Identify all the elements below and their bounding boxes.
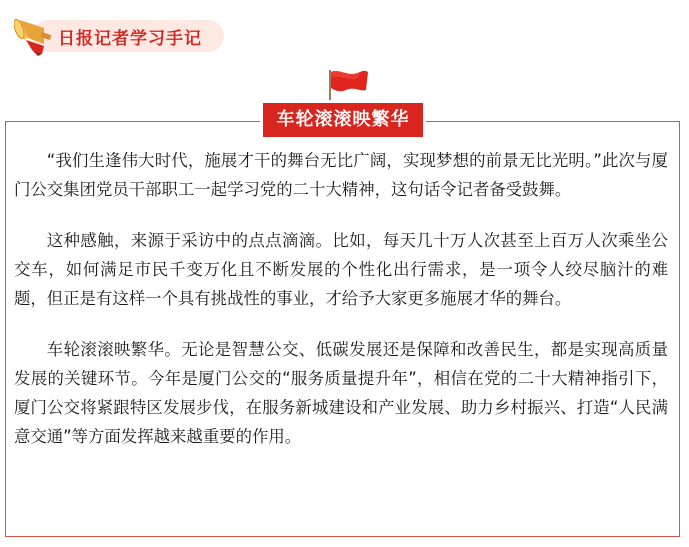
article-paragraph: 车轮滚滚映繁华。无论是智慧公交、低碳发展还是保障和改善民生，都是实现高质量发展的关键环节。今年是厦门公交的“服务质量提升年”，相信在党的二十大精神指引下，厦门公交将紧跟特区发展步伐，在服务新城建设和产业发展、助力乡村振兴、打造“人民满意交通”等方面发挥越来越重要的作用。 bbox=[14, 340, 668, 446]
article-body bbox=[14, 146, 668, 451]
red-flag-icon bbox=[320, 66, 372, 104]
trumpet-icon bbox=[14, 14, 58, 56]
column-title: 日报记者学习手记 bbox=[58, 29, 202, 49]
article-paragraph: 这种感触，来源于采访中的点点滴滴。比如，每天几十万人次甚至上百万人次乘坐公交车，如何满足市民千变万化且不断发展的个性化出行需求，是一项令人绞尽脑汁的难题，但正是有这样一个具有挑战性的事业，才给予大家更多施展才华的舞台。 bbox=[14, 231, 668, 308]
article-paragraph: “我们生逢伟大时代，施展才干的舞台无比广阔，实现梦想的前景无比光明。”此次与厦门公交集团党员干部职工一起学习党的二十大精神，这句话令记者备受鼓舞。 bbox=[14, 151, 668, 199]
column-header bbox=[14, 14, 226, 56]
article-title: 车轮滚滚映繁华 bbox=[263, 103, 423, 137]
